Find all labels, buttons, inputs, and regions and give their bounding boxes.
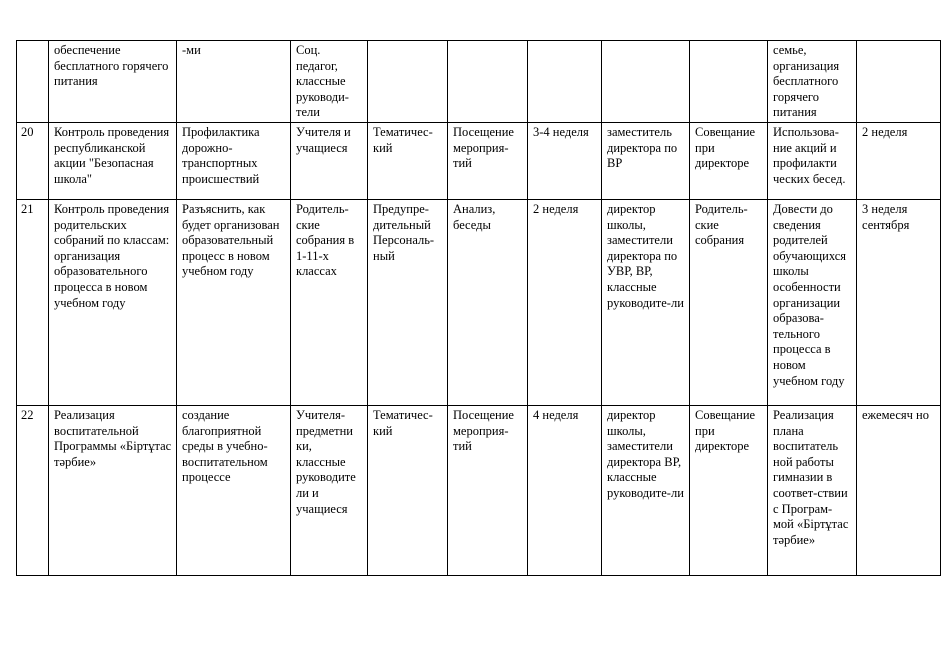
cell-method: Посещение мероприя-тий [448,122,528,199]
cell-method [448,41,528,123]
cell-goal: Профилактика дорожно-транспортных происшествий [177,122,291,199]
cell-period: 2 неделя [528,199,602,405]
cell-object: Учителя и учащиеся [291,122,368,199]
row-number: 22 [17,405,49,575]
cell-summary: Совещание при директоре [690,122,768,199]
cell-responsible: директор школы, заместители директора по УВР, ВР, классные руководите-ли [602,199,690,405]
cell-object: Родитель-ские собрания в 1-11-х классах [291,199,368,405]
row-number: 20 [17,122,49,199]
cell-object: Соц. педагог, классные руководи-тели [291,41,368,123]
table-row [17,405,941,575]
cell-type [368,41,448,123]
cell-object: Учителя-предметни ки, классные руководите ли и учащиеся [291,405,368,575]
cell-method: Посещение мероприя-тий [448,405,528,575]
plan-table [16,40,941,576]
cell-summary: Родитель-ские собрания [690,199,768,405]
cell-type: Тематичес-кий [368,122,448,199]
cell-responsible: заместитель директора по ВР [602,122,690,199]
table-row [17,122,941,199]
row-number [17,41,49,123]
row-number: 21 [17,199,49,405]
cell-decision: Довести до сведения родителей обучающихся школы особенности организации образова-тельного процесса в новом учебном году [768,199,857,405]
cell-summary: Совещание при директоре [690,405,768,575]
cell-topic: Реализация воспитательной Программы «Біртұтас тәрбие» [49,405,177,575]
cell-period: 4 неделя [528,405,602,575]
cell-topic: Контроль проведения республиканской акции "Безопасная школа" [49,122,177,199]
cell-topic: Контроль проведения родительских собраний по классам: организация образовательного процесса в новом учебном году [49,199,177,405]
cell-control: 2 неделя [857,122,941,199]
cell-decision: Использова-ние акций и профилакти ческих бесед. [768,122,857,199]
cell-type: Предупре-дительный Персональ-ный [368,199,448,405]
cell-responsible: директор школы, заместители директора ВР, классные руководите-ли [602,405,690,575]
cell-period: 3-4 неделя [528,122,602,199]
table-row [17,41,941,123]
cell-summary [690,41,768,123]
cell-goal: -ми [177,41,291,123]
cell-decision: семье, организация бесплатного горячего питания [768,41,857,123]
cell-goal: создание благоприятной среды в учебно-воспитательном процессе [177,405,291,575]
cell-method: Анализ, беседы [448,199,528,405]
cell-topic: обеспечение бесплатного горячего питания [49,41,177,123]
cell-control: 3 неделя сентября [857,199,941,405]
cell-period [528,41,602,123]
cell-decision: Реализация плана воспитатель ной работы гимназии в соответ-ствии с Програм-мой «Біртұтас тәрбие» [768,405,857,575]
cell-control: ежемесяч но [857,405,941,575]
cell-goal: Разъяснить, как будет организован образовательный процесс в новом учебном году [177,199,291,405]
cell-control [857,41,941,123]
table-row [17,199,941,405]
cell-type: Тематичес-кий [368,405,448,575]
cell-responsible [602,41,690,123]
